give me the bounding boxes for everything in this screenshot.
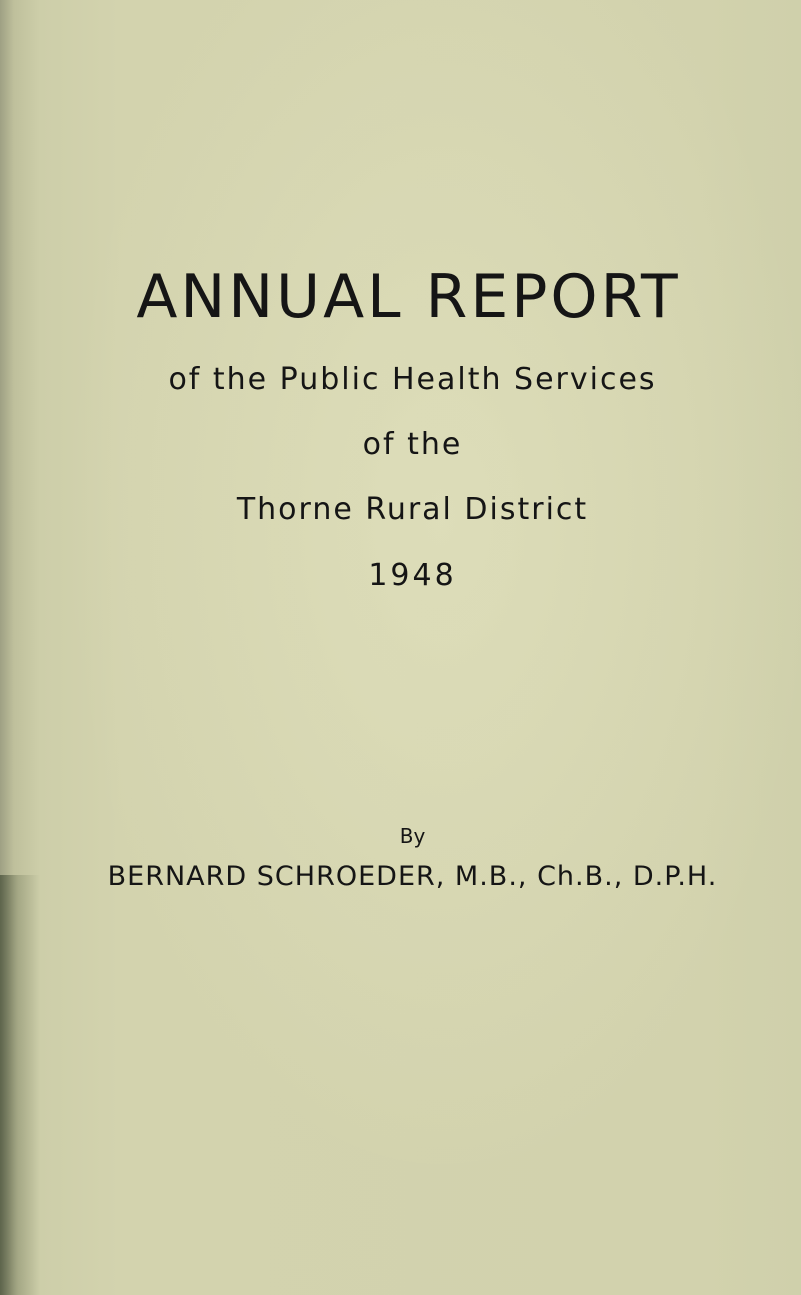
report-title: ANNUAL REPORT	[136, 262, 681, 332]
author-name: BERNARD SCHROEDER, M.B., Ch.B., D.P.H.	[107, 861, 718, 892]
by-label: By	[399, 824, 426, 848]
report-subtitle-line-1: of the Public Health Services	[168, 362, 657, 397]
page-edge-shadow	[0, 875, 40, 1295]
report-subtitle-line-2: of the	[362, 427, 463, 462]
district-name: Thorne Rural District	[236, 492, 589, 527]
report-year: 1948	[368, 558, 457, 593]
